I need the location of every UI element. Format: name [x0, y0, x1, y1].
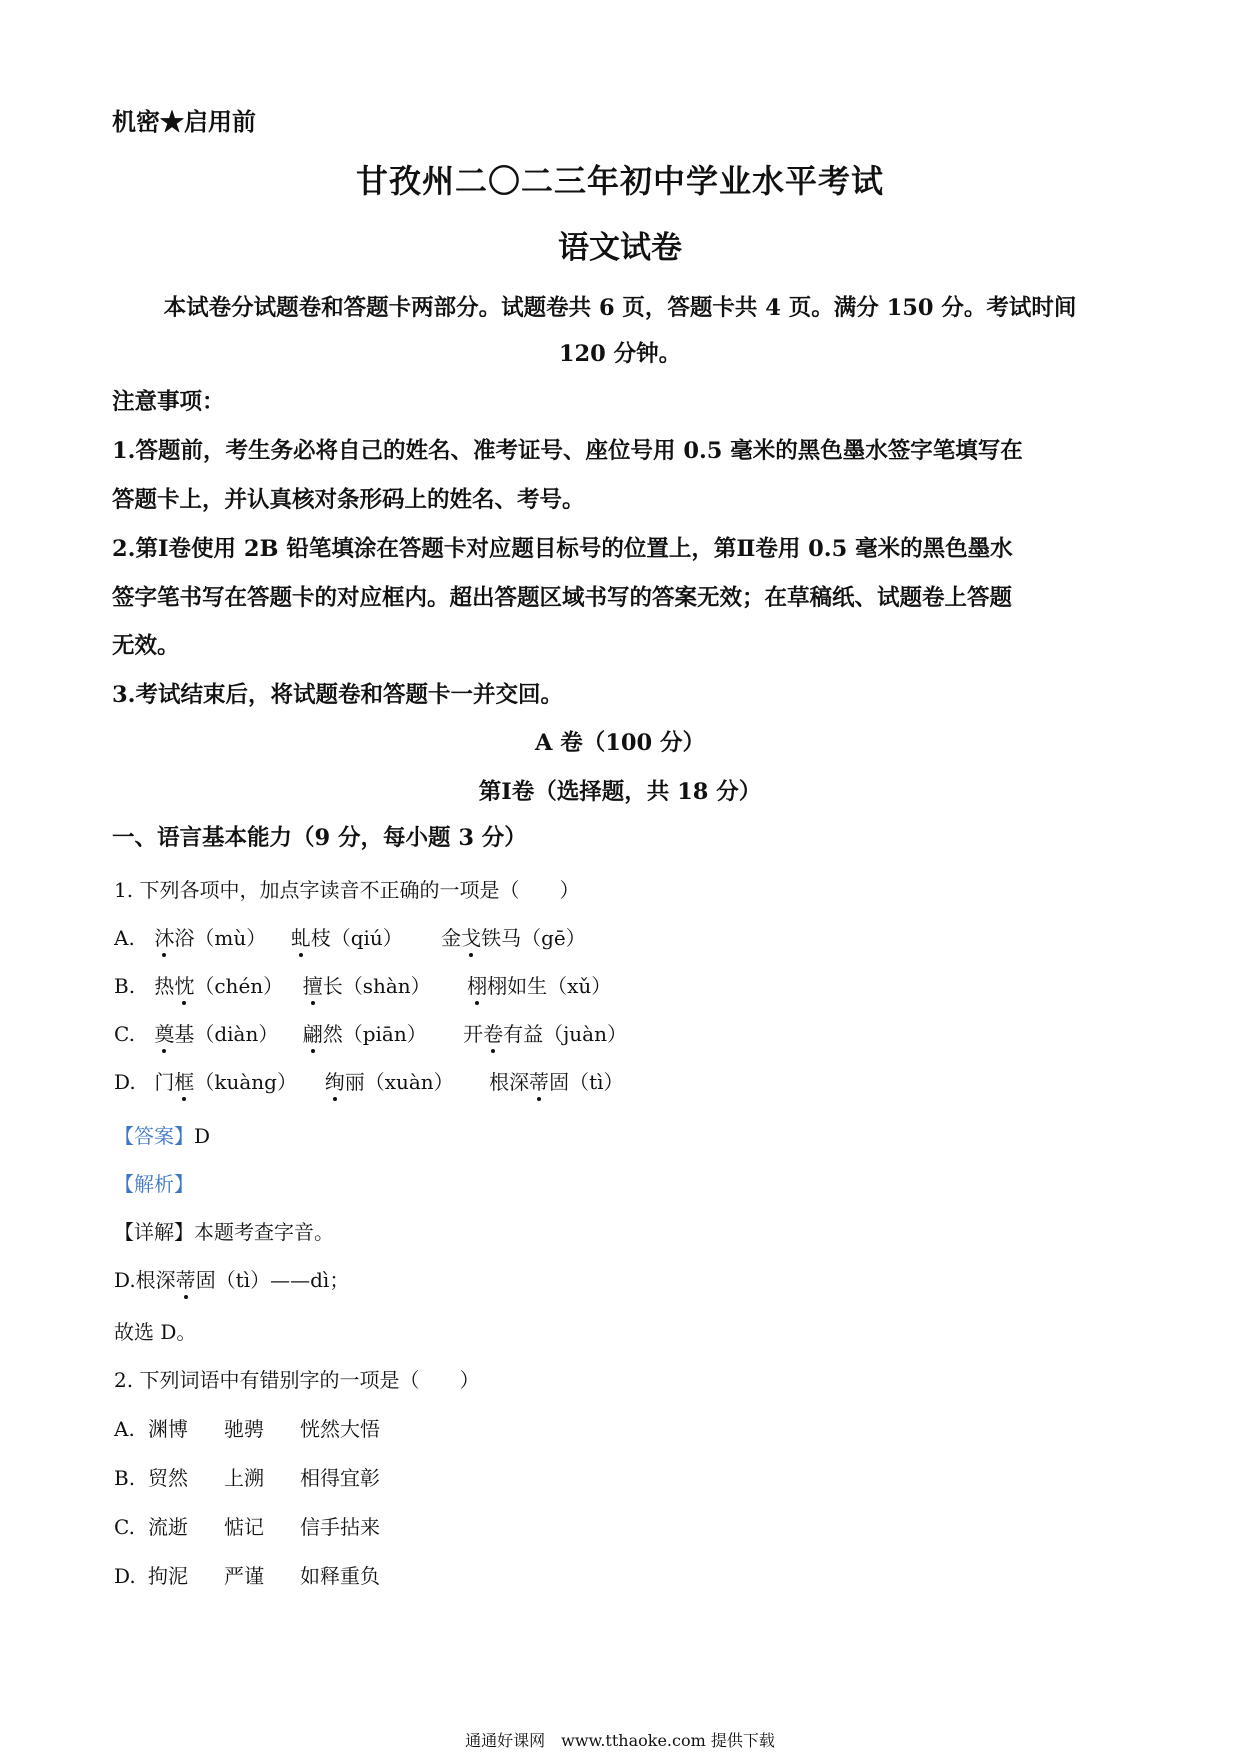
detail-line: [114, 1216, 334, 1245]
option-word: 流逝: [148, 1515, 188, 1539]
question-1-stem: 1. 下列各项中，加点字读音不正确的一项是（ ）: [114, 878, 580, 902]
option-word: 驰骋: [224, 1417, 264, 1441]
option-term: 根深蒂固（tì）: [489, 1070, 624, 1094]
option-word: 拘泥: [148, 1564, 188, 1588]
option-word: 恍然大悟: [300, 1417, 380, 1441]
notice-line: 签字笔书写在答题卡的对应框内。超出答题区域书写的答案无效；在草稿纸、试题卷上答题: [112, 585, 1013, 611]
option-term: 翩然（piān）: [302, 1022, 427, 1046]
option-word: 贸然: [148, 1466, 188, 1490]
option-term: 金戈铁马（gē）: [441, 926, 586, 950]
option-letter: A.: [114, 1417, 135, 1441]
notice-heading: 注意事项：: [112, 389, 225, 415]
notice-line: 1.答题前，考生务必将自己的姓名、准考证号、座位号用 0.5 毫米的黑色墨水签字笔填写在: [112, 438, 1023, 464]
volume-a-title: A 卷（100 分）: [534, 730, 706, 756]
option-term: 虬枝（qiú）: [290, 926, 403, 950]
section-1-title: 一、语言基本能力（9 分，每小题 3 分）: [112, 825, 527, 851]
option-letter: B.: [114, 1466, 136, 1490]
option-term: 栩栩如生（xǔ）: [467, 974, 612, 998]
option-letter: C.: [114, 1515, 135, 1539]
exam-title: 甘孜州二〇二三年初中学业水平考试: [355, 162, 884, 200]
option-word: 信手拈来: [300, 1515, 380, 1539]
question-2-option-c: [114, 1511, 380, 1540]
question-2-option-d: [114, 1560, 380, 1589]
notice-line: 答题卡上，并认真核对条形码上的姓名、考号。: [112, 487, 585, 513]
option-word: 惦记: [224, 1515, 264, 1539]
option-term: 沐浴（mù）: [154, 926, 267, 950]
question-1-option-b: [114, 970, 611, 999]
detail-text: 本题考查字音。: [194, 1220, 334, 1244]
option-word: 严谨: [224, 1564, 264, 1588]
notice-line: 无效。: [112, 633, 180, 659]
notice-line: 2.第Ⅰ卷使用 2B 铅笔填涂在答题卡对应题目标号的位置上，第Ⅱ卷用 0.5 毫米的黑色墨水: [112, 536, 1013, 562]
option-word: 上溯: [224, 1466, 264, 1490]
option-term: 热忱（chén）: [154, 974, 284, 998]
correction-line: D.根深蒂固（tì）——dì；: [114, 1268, 350, 1292]
question-2-stem: 2. 下列词语中有错别字的一项是（ ）: [114, 1368, 480, 1392]
option-letter: A.: [114, 926, 135, 950]
option-word: 如释重负: [300, 1564, 380, 1588]
footer-watermark: 通通好课网 www.tthaoke.com 提供下载: [465, 1731, 775, 1750]
option-term: 奠基（diàn）: [154, 1022, 279, 1046]
option-term: 擅长（shàn）: [302, 974, 431, 998]
notice-line: 3.考试结束后，将试题卷和答题卡一并交回。: [112, 682, 563, 708]
analysis-tag: 【解析】: [114, 1172, 194, 1196]
option-term: 开卷有益（juàn）: [463, 1022, 627, 1046]
option-word: 相得宜彰: [300, 1466, 380, 1490]
answer-value: D: [194, 1124, 211, 1148]
option-letter: D.: [114, 1070, 136, 1094]
option-word: 渊博: [148, 1417, 188, 1441]
detail-tag: 【详解】: [114, 1220, 194, 1244]
intro-line-1: 本试卷分试题卷和答题卡两部分。试题卷共 6 页，答题卡共 4 页。满分 150 分。考试时间: [163, 295, 1077, 321]
exam-subject: 语文试卷: [558, 230, 682, 266]
question-1-option-a: [114, 922, 586, 951]
question-1-option-c: [114, 1018, 627, 1047]
option-letter: C.: [114, 1022, 135, 1046]
question-1-option-d: [114, 1066, 624, 1095]
option-letter: B.: [114, 974, 136, 998]
question-2-option-a: [114, 1413, 380, 1442]
intro-line-2: 120 分钟。: [558, 341, 682, 367]
part-1-title: 第Ⅰ卷（选择题，共 18 分）: [478, 779, 762, 805]
option-term: 门框（kuàng）: [154, 1070, 297, 1094]
question-1-answer: [114, 1120, 210, 1149]
answer-tag: 【答案】: [114, 1124, 194, 1148]
option-letter: D.: [114, 1564, 136, 1588]
question-2-option-b: [114, 1462, 380, 1491]
option-term: 绚丽（xuàn）: [324, 1070, 454, 1094]
confidential-mark: 机密★启用前: [112, 107, 256, 136]
conclusion-line: 故选 D。: [114, 1320, 197, 1344]
